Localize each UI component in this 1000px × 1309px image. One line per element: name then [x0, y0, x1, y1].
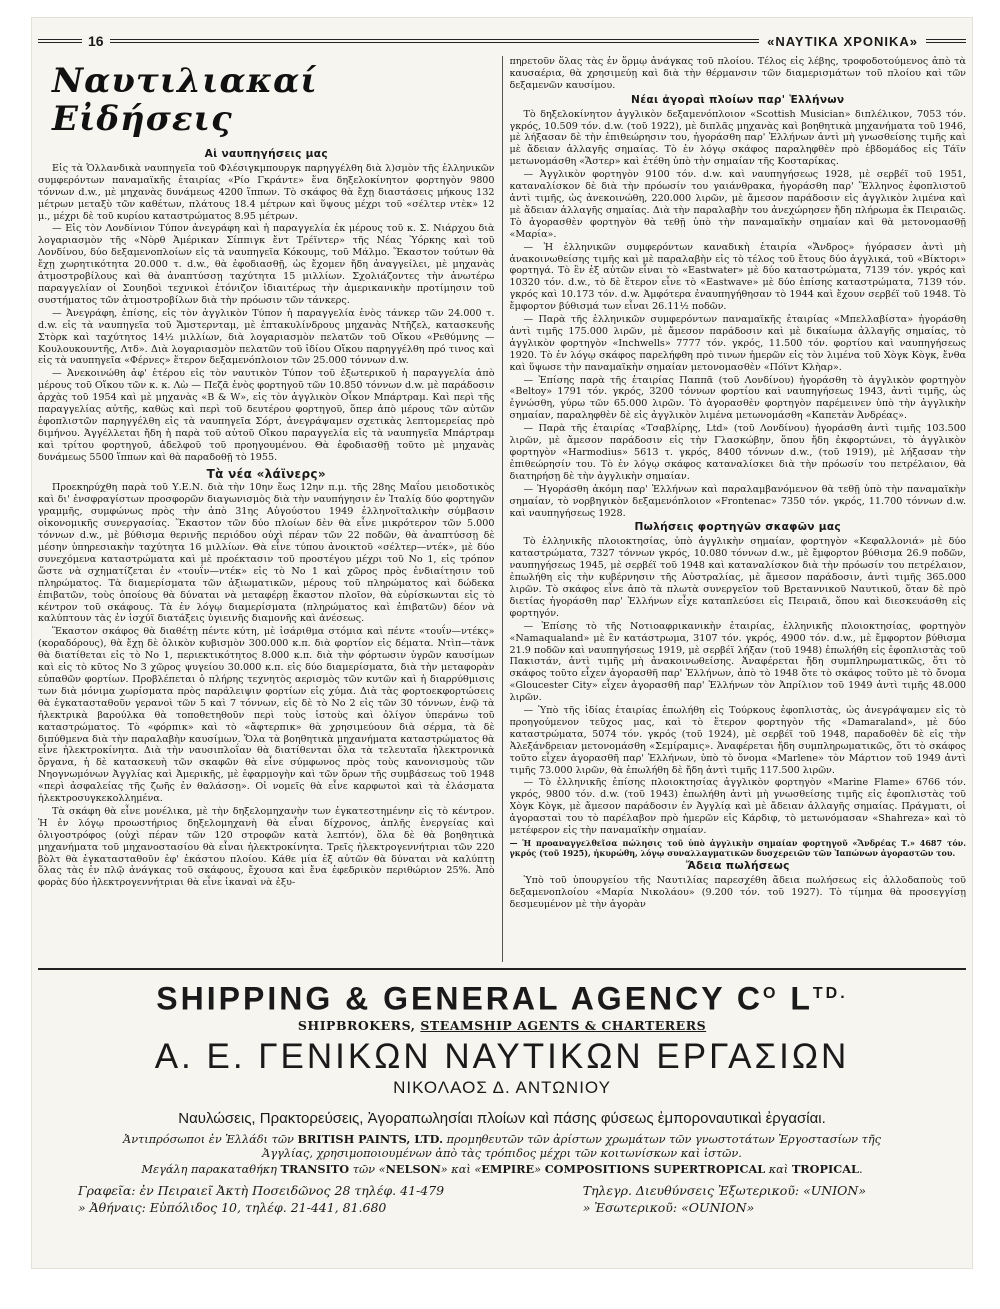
paragraph: Τὰ σκάφη θὰ εἶνε μονέλικα, μὲ τὴν δηξελομηχανὴν των ἐγκατεστημένην εἰς τὸ κέντρον. Ἡ ἐν λόγῳ προωστήριος δηξελομηχανὴ θὰ εἶναι δίχρονος, ἁπλῆς ἐνεργείας καὶ ὀλιγοστρόφος (οὐχὶ πέραν τῶν 120 στροφῶν κατὰ λεπτόν), ὅλα δὲ θὰ βοηθητικὰ μηχανήματα τοῦ μηχανοστασίου θὰ εἶναι ἠλεκτροκίνητα. Τρεῖς ἠλεκτρογεννήτριαι τῶν 220 βὸλτ θὰ ἐγκατασταθοῦν ἐφ' ἑκάστου πλοίου. Κάθε μία ἐξ αὐτῶν θὰ δύναται νὰ καλύπτῃ ὅλας τὰς ἐν πλῷ ἀνάγκας τοῦ σκάφους, ἔχουσα καὶ ἔνα ἐφεδρικὸν περιθώριον 25%. Ἀπὸ φορὰς δύο ἠλεκτρογεννήτριαι θὰ εἶνε ἱκαναὶ νὰ ἐξυ-: [38, 805, 495, 889]
paragraph: Προεκηρύχθη παρὰ τοῦ Υ.Ε.Ν. διὰ τὴν 10ην ἕως 12ην π.μ. τῆς 28ης Μαΐου μειοδοτικὸς καὶ δι' ἐνσφραγίστων προσφορῶν διαγωνισμὸς διὰ τὴν ναυπήγησιν ἐν Ἰταλίᾳ δύο φορτηγῶν γραμμῆς, συμφώνως πρὸς τὴν ἀπὸ 31ης Αὐγούστου 1949 ἑλληνοϊταλικὴν σύμβασιν οἰκονομικῆς συνεργασίας. Ἕκαστον τῶν δύο πλοίων δὲν θὰ εἶνε μικρότερον τῶν 5.000 τόννων d.w., μὲ βύθισμα θερινῆς περιόδου οὐχὶ πέραν τῶν 22 ποδῶν, θὰ ἀναπτύσσῃ δὲ μέσην ὑπηρεσιακὴν ταχύτητα 16 μιλλίων. Θὰ εἶνε τύπου ἀνοικτοῦ «σέλτερ—ντέκ», μὲ δύο συνεχόμενα καταστρώματα καὶ μὲ προέκτασιν τοῦ προστέγου μέχρι τοῦ Νο 1, εἰς τρόπον ὥστε νὰ σχηματίζεται ἐν «τουΐν—ντέκ» εἰς τὸ Νο 1 καὶ χῶρος πρὸς ἐνδιαίτησιν τοῦ πληρώματος. Τὰ διαμερίσματα τῶν ἀξιωματικῶν, μέρους τοῦ πληρώματος καὶ δώδεκα ἐπιβατῶν, τοὺς ὁποίους θὰ δύναται νὰ μεταφέρῃ ἕκαστον πλοῖον, θὰ εὑρίσκωνται εἰς τὸ κέντρον τοῦ σκάφους. Τὰ ἐν λόγῳ διαμερίσματα (πληρώματος καὶ ἐπιβατῶν) δέον νὰ καλύπτουν τὰς ἐν ἰσχύϊ διατάξεις ὑγιεινῆς διαμονῆς καὶ ἀνέσεως.: [38, 482, 495, 625]
header-rule-middle: [110, 39, 760, 43]
paragraph: Εἰς τὰ Ὁλλανδικὰ ναυπηγεῖα τοῦ Φλέσιγκμπουργκ παρηγγέλθη διὰ λ)σμὸν τῆς ἑλληνικῶν συμφερόντων παναμαϊκῆς ἑταιρίας «Ρίο Γκράντε» ἕνα δηξελοκίνητον φορτηγὸν 9800 τόννων d.w., μὲ μηχανὰς δυνάμεως 4200 ἵππων. Τὸ σκάφος θὰ ἔχῃ διαστάσεις μήκους 132 μέτρων μεταξὺ τῶν καθέτων, πλάτους 18.4 μέτρων καὶ ὕψους μέχρι τοῦ «σέλτερ ντὲκ» 12 μ., μέχρι δὲ τοῦ κυρίου καταστρώματος 8.95 μέτρων.: [38, 162, 495, 222]
paragraph: — Ἐπίσης παρὰ τῆς ἑταιρίας Παππᾶ (τοῦ Λονδίνου) ἠγοράσθη τὸ ἀγγλικὸν φορτηγὸν «Beltoy» 1791 τόν. γκρός, 3200 τόννων φορτίου καὶ ναυπηγήσεως 1943, ἀντὶ τιμῆς, ὡς ἐγνώσθη, γύρω τῶν 65.000 λιρῶν. Τὸ ἀγορασθὲν φορτηγὸν παρέμεινεν ὑπὸ τὴν ἀγγλικὴν σημαίαν, παραληφθὲν δὲ εἰς ἀγγλικὸν λιμένα μετωνομάσθη «Καπετὰν Ἀνδρέας».: [509, 374, 966, 422]
paragraph: Τὸ ἑλληνικῆς πλοιοκτησίας, ὑπὸ ἀγγλικὴν σημαίαν, φορτηγὸν «Κεφαλλονιά» μὲ δύο καταστρώματα, 7327 τόννων γκρός, 10.080 τόννων d.w., μὲ ἔμφορτον βύθισμα 26.9 ποδῶν, ναυπηγήσεως 1945, μὲ σερβέϊ τοῦ 1948 καὶ καταναλίσκον διὰ τὴν πρόωσίν του πετρέλαιον, ἐπωλήθη εἰς τὴν κυβέρνησιν τῆς Αὐστραλίας, μὲ ἄμεσον παράδοσιν, ἀντὶ τιμῆς 365.000 λιρῶν. Τὸ σκάφος εἶνε ἀπὸ τὰ πλωτὰ συνεργεῖον τοῦ Βρεταννικοῦ Ναυτικοῦ, ὅταν δὲ πρὸ διετίας ἠγοράσθη παρ' Ἑλλήνων εἶχε καταπλεύσει εἰς Πειραιᾶ, ὅπου καὶ διεσκευάσθη εἰς φορτηγόν.: [509, 536, 966, 619]
ad-contact-block: [38, 1176, 966, 1216]
section-heading-liners: Τὰ νέα «λάϊνερς»: [206, 466, 326, 481]
right-column: [510, 56, 967, 962]
paragraph: — Παρὰ τῆς ἑλληνικῶν συμφερόντων παναμαϊκῆς ἑταιρίας «Μπελλαβίστα» ἠγοράσθη ἀντὶ τιμῆς 175.000 λιρῶν, μὲ ἄμεσον παράδοσιν καὶ μὲ δικαίωμα ἀλλαγῆς σημαίας, τὸ ἀγγλικὸν φορτηγὸν «Inchwells» 7777 τόν. γκρός, 11.500 τόν. φορτίου καὶ ναυπηγήσεως 1920. Τὸ ἐν λόγῳ σκάφος παρελήφθη πρὸ τινων ἡμερῶν εἰς τὸν λιμένα τοῦ Χὸγκ Κὸγκ, ἔνθα καὶ ὕψωσε τὴν παναμαϊκὴν σημαίαν μετονομασθὲν «Πόϊντ Κλὴαρ».: [509, 314, 966, 373]
paragraph: Ἕκαστον σκάφος θὰ διαθέτῃ πέντε κύτη, μὲ ἰσάριθμα στόμια καὶ πέντε «τουΐν—ντέκς» (κοραδόρους), θὰ ἔχῃ δὲ ὁλικὸν κυβισμὸν 300.000 κ.π. διὰ φορτίον εἰς δέματα. Ντὶπ—τὰνκ θὰ διατίθεται εἰς τὸ Νο 1, περιεκτικότητος 8.000 κ.π. διὰ τὴν φόρτωσιν ὑγρῶν καυσίμων καὶ εἰς τὸ κῦτος Νο 3 χῶρος ψυγείου 30.000 κ.π. εἰς δύο διαμερίσματα, διὰ τὴν μεταφορὰν εὐπαθῶν φορτίων. Προβλέπεται ὁ πλήρης τεχνητὸς αερισμὸς τῶν κυτῶν καὶ ἡ διαρρύθμισις των διὰ μόνιμα χωρίσματα πρὸς παράλειψιν φορτίων εἰς χύμα. Διὰ τὰς φορτοεκφορτώσεις θὰ ἐγκατασταθοῦν γερανοὶ τῶν 5 καὶ 7 τόννων, εἰς δὲ τὸ Νο 2 εἰς τῶν 30 τόννων, ἐνῷ τὰ ἠλεκτρικὰ βαρούλκα θὰ τοποθετηθοῦν περὶ τοὺς ἱστοὺς καὶ ὀλίγον ὑπεράνω τοῦ καταστρώματος. Τὸ «φόρπικ» καὶ τὸ «ἄφτερπικ» θὰ χρησιμεύουν διὰ σέρμα, τὰ δὲ διπύθμενα διὰ τὴν παραλαβὴν καυσίμων. Ὅλα τὰ βοηθητικὰ μηχανήματα καταστρώματος θὰ εἶνε ἠλεκτροκίνητα. Διὰ τὴν ναυσιπλοΐαν θὰ διατίθενται ὅλα τὰ τελευταῖα ἠλεκτρονικὰ ὄργανα, ἡ δὲ κατασκευὴ τῶν σκαφῶν θὰ εἶνε σύμφωνος πρὸς τοὺς κανονισμοὺς τῶν Νηογνωμόνων Ἀγγλίας καὶ Ἀμερικῆς, μὲ ἐφαρμογὴν καὶ τῶν ὅρων τῆς συμβάσεως τοῦ 1948 «περὶ ἀσφαλείας τῆς ζωῆς ἐν θαλάσσῃ». Οἱ νομεῖς θὰ εἶνε καρφωτοὶ καὶ τὰ ἐλάσματα ἠλεκτροσυγκεκολλημένα.: [38, 626, 495, 805]
cancellation-note: — Ἡ προαναγγελθεῖσα πώλησις τοῦ ὑπὸ ἀγγλικὴν σημαίαν φορτηγοῦ «Ἄνδρέας Τ.» 4687 τόν. γκρός (τοῦ 1925), ἠκυρώθη, λόγῳ συναλλαγματικῶν δυσχερειῶν τῶν Ἰαπώνων ἀγοραστῶν του.: [509, 838, 966, 858]
paragraph: — Ἐπίσης τὸ τῆς Νοτιοαφρικανικὴν ἑταιρίας, ἑλληνικῆς πλοιοκτησίας, φορτηγὸν «Namaqualand» μὲ ἓν κατάστρωμα, 3107 τόν. γκρός, 4900 τόν. d.w., μὲ ἔμφορτον βύθισμα 21.9 ποδῶν καὶ ναυπηγήσεως 1919, μὲ σερβέϊ λήξαν (τοῦ 1948) ἐπωλήθη εἰς ἐφοπλιστὰς τοῦ Πακιστάν, ἀντὶ τιμῆς μὴ ἀνακοινωθείσης. Ἀναφέρεται ἤδη συμπληρωματικῶς, ὅτι τὸ σκάφος τοῦτο εἶχεν ἀγορασθῆ παρ' Ἑλλήνων, ἀπὸ τὸ 1948 ὅτε τὸ σκάφος τοῦτο μὲ τὸ ὄνομα «Gloucester City» εἶχεν ἀγορασθῆ παρ' Ἑλλήνων τὸν Ἀπρίλιον τοῦ 1949 ἀντὶ τιμῆς 48.000 λιρῶν.: [509, 620, 966, 704]
ad-stock-line: Μεγάλη παρακαταθήκη TRANSITO τῶν «NELSON» καὶ «EMPIRE» COMPOSITIONS SUPERTROPICAL καὶ TROPICAL.: [141, 1161, 863, 1176]
paragraph: — Ἀνεγράφη, ἐπίσης, εἰς τὸν ἀγγλικὸν Τύπον ἡ παραγγελία ἑνὸς τάνκερ τῶν 24.000 τ. d.w. εἰς τὰ ναυπηγεῖα τοῦ Ἄμστερνταμ, μὲ ἑπτακυλίνδρους μηχανὰς Ντῆζελ, κατασκευῆς Στὸρκ καὶ ταχύτητος 14½ μιλλίων, διὰ λογαριασμὸν πελατῶν τοῦ Οἴκου «Ρεθύμνης — Κουλουκουντῆς, Λτδ». Διὰ λογαριασμὸν πελατῶν τοῦ ἰδίου Οἴκου παρηγγέλθη πρό τινος καὶ εἰς τὰ ναυπηγεῖα «Φέρνες» ἕτερον δεξαμενόπλοιον τῶν 25.000 τόννων d.w.: [38, 307, 495, 367]
left-column: [38, 56, 495, 962]
newspaper-page: [32, 18, 972, 1268]
section-masthead: Ναυτιλιακαί Εἰδήσεις: [52, 61, 318, 139]
paragraph: — Ἀνεκοινώθη ἀφ' ἑτέρου εἰς τὸν ναυτικὸν Τύπον τοῦ ἐξωτερικοῦ ἡ παραγγελία ἀπὸ μέρους τοῦ Οἴκου τῶν κ. κ. Λὼ — Πεζᾶ ἑνὸς φορτηγοῦ τῶν 10.850 τόννων d.w. μὲ παράδοσιν ἀρχὰς τοῦ 1954 καὶ μὲ μηχανὰς «B & W», εἰς τὸν ἀγγλικὸν Οἶκον Μπάρτραμ. Καὶ περὶ τῆς παραγγελίας αὐτῆς, καθὼς καὶ περὶ τοῦ δευτέρου φορτηγοῦ, ὅπερ ἀπὸ μέρους τῶν αὐτῶν ἐφοπλιστῶν παρηγγέλθη εἰς τὰ ναυπηγεῖα Σόρτ, ἀνεγράψαμεν σχετικὰς λεπτομερείας πρὸ διμήνου. Ἀγγέλλεται ἤδη ἡ παρὰ τοῦ αὐτοῦ Οἴκου παραγγελία εἰς τὰ ναυπηγεῖα Μπάρτραμ καὶ τρίτου φορτηγοῦ, ἀδελφοῦ τοῦ προηγουμένου. Θὰ ἐφοδιασθῇ τοῦτο μὲ μηχανὰς δυνάμεως 5500 ἵππων καὶ θὰ παραδοθῇ τὸ 1955.: [38, 368, 495, 463]
ad-company-name-gr: Α. Ε. ΓΕΝΙΚΩΝ ΝΑΥΤΙΚΩΝ ΕΡΓΑΣΙΩΝ: [154, 1036, 850, 1076]
section-heading-sales: Πωλήσεις φορτηγῶν σκαφῶν μας: [634, 521, 842, 534]
advertisement: [38, 968, 966, 1250]
column-divider: [502, 56, 503, 962]
telegraph-foreign: Τηλεγρ. Διευθύνσεις Ἐξωτερικοῦ: «UNION»: [582, 1182, 866, 1198]
page-number: 16: [88, 33, 104, 49]
publication-title: «ΝΑΥΤΙΚΑ ΧΡΟΝΙΚΑ»: [767, 33, 918, 49]
ad-paints-representation: Ἀντιπρόσωποι ἐν Ἑλλάδι τῶν BRITISH PAINTS, LTD. προμηθευτῶν τῶν ἀρίστων χρωμάτων τῶν γνωστοτάτων Ἐργοστασίων τῆς Ἀγγλίας, χρησιμοποιουμένων ἀπὸ τὰς τρόπιδος μέχρι τῶν κοιτωνίσκων καὶ ἱστῶν.: [123, 1131, 881, 1160]
paragraph: Τὸ δηξελοκίνητον ἀγγλικὸν δεξαμενόπλοιον «Scottish Musician» διπλέλικον, 7053 τόν. γκρός, 10.509 τόν. d.w. (τοῦ 1922), μὲ διπλᾶς μηχανὰς καὶ βοηθητικὰ μηχανήματα τοῦ 1946, μὲ λήξασαν δὲ τὴν ἐπιθεώρησιν του, ἠγοράσθη παρ' Ἑλλήνων ἀντὶ μὴ γνωσθείσης τιμῆς καὶ μὲ ἄδειαν ἀλλαγῆς σημαίας. Τὸ ἐν λόγῳ σκάφος παραληφθὲν πρὸ ἑβδομάδος εἰς Τάϊν μετωνομάσθη «Ἄστερ» καὶ ἐτέθη ὑπὸ τὴν σημαίαν τῆς Κοσταρίκας.: [509, 108, 966, 168]
article-columns: [38, 56, 966, 962]
ad-telegraph: [583, 1182, 866, 1216]
header-rule-left: [38, 39, 82, 43]
office-athens: » Ἀθήναις: Εὐπόλιδος 10, τηλέφ. 21-441, 81.680: [78, 1199, 387, 1215]
header-rule-right: [926, 39, 966, 43]
ad-offices: [78, 1182, 444, 1216]
ad-services-gr: Ναυλώσεις, Πρακτορεύσεις, Ἀγοραπωλησίαι πλοίων καὶ πάσης φύσεως ἐμποροναυτικαὶ ἐργασίαι.: [178, 1109, 826, 1127]
paragraph: — Εἰς τὸν Λονδίνιον Τύπον ἀνεγράφη καὶ ἡ παραγγελία ἐκ μέρους τοῦ κ. Σ. Νιάρχου διὰ λογαριασμὸν τῆς «Νὸρθ Ἀμέρικαν Σίππιγκ ἔντ Τρέϊντερ» τῆς Νέας Ὑόρκης καὶ τοῦ Λονδίνου, δύο δεξαμενοπλοίων εἰς τὰ ναυπηγεῖα Κόκουμς, τοῦ Μάλμο. Ἕκαστον τούτων θὰ ἔχῃ χωρητικότητα 20.000 τ. d.w., θὰ ἐφοδιασθῇ, ὡς ἔχομεν ἤδη ἀναγγείλει, μὲ μηχανὰς ἀτμοστροβίλους καὶ θὰ ἀναπτύσσῃ ταχύτητα 15 μιλλίων. Σχολιάζοντες τὴν ἀνωτέρω παραγγελίαν οἱ Σουηδοὶ τεχνικοὶ ἐτόνιζον ἰδιαιτέρως τὴν ἀμερικανικὴν προτίμησιν τοῦ συστήματος τῶν ἀτμοστροβίλων διὰ τὴν πρόωσιν τῶν τάνκερς.: [38, 223, 495, 306]
paragraph-continuation: πηρετοῦν ὅλας τὰς ἐν ὅρμῳ ἀνάγκας τοῦ πλοίου. Τέλος εἰς λέβης, τροφοδοτούμενος ἀπὸ τὰ καυσαέρια, θὰ χρησιμεύῃ καὶ διὰ τὴν θέρμανσιν τῶν διαμερισμάτων τοῦ πλοίου καὶ τῶν δεξαμενῶν καυσίμου.: [509, 56, 966, 91]
paragraph: — Ἡ ἑλληνικῶν συμφερόντων καναδικὴ ἑταιρία «Ἄνδρος» ἠγόρασεν ἀντὶ μὴ ἀνακοινωθείσης τιμῆς καὶ μὲ παραλαβὴν εἰς τὸ τέλος τοῦ ἔτους δύο ἀγγλικά, τοῦ «Βίκτορι» φορτηγά. Τὸ ἓν ἐξ αὐτῶν εἶναι τὸ «Eastwater» μὲ δύο καταστρώματα, 7139 τόν. γκρός καὶ 10320 τόν. d.w., τὸ δὲ ἕτερον εἶνε τὸ «Eastwave» μὲ δύο ἐπίσης καταστρώματα, 7139 τόν. γκρός καὶ 10.173 τόν. d.w. Ἀμφότερα ἐναυπηγήθησαν τὸ 1944 καὶ ἔχουν σερβέϊ τοῦ 1948. Τὸ ἔμφορτον βύθισμά των εἶναι 26.11½ ποδῶν.: [509, 241, 966, 313]
running-header: [38, 30, 966, 52]
paragraph: — Ἠγοράσθη ἀκόμη παρ' Ἑλλήνων καὶ παραλαμβανόμενον θὰ τεθῇ ὑπὸ τὴν παναμαϊκὴν σημαίαν, τὸ νορβηγικὸν δεξαμενόπλοιον «Frontenac» 7350 τόν. γκρός, 11.700 τόννων d.w. καὶ ναυπηγήσεως 1928.: [509, 483, 966, 519]
paragraph: — Ἀγγλικὸν φορτηγὸν 9100 τόν. d.w. καὶ ναυπηγήσεως 1928, μὲ σερβέϊ τοῦ 1951, καταναλίσκον δὲ διὰ τὴν πρόωσίν του γαιάνθρακα, ἠγοράσθη παρ' Ἕλληνος ἐφοπλιστοῦ ἀντὶ τιμῆς, ὡς ἀνεκοινώθη, 220.000 λιρῶν, μὲ ἄμεσον παράδοσιν εἰς ἀγγλικὸν λιμένα καὶ μὲ ἄδειαν ἀλλαγῆς σημαίας. Διὰ τὴν παραλαβὴν του ἀνεχώρησεν ἤδη πλήρωμα ἐκ Πειραιῶς. Τὸ ἀγορασθὲν φορτηγὸν θὰ τεθῇ ὑπὸ τὴν παναμαϊκὴν σημαίαν καὶ θὰ μετονομασθῇ «Μαρία».: [509, 169, 966, 240]
office-piraeus: Γραφεῖα: ἐν Πειραιεῖ Ἀκτὴ Ποσειδῶνος 28 τηλέφ. 41-479: [78, 1182, 445, 1198]
section-heading-purchases: Νέαι ἀγοραὶ πλοίων παρ' Ἑλλήνων: [631, 93, 845, 106]
ad-owner-name: ΝΙΚΟΛΑΟΣ Δ. ΑΝΤΩΝΙΟΥ: [393, 1077, 611, 1097]
ad-services-en: SHIPBROKERS, STEAMSHIP AGENTS & CHARTERERS: [297, 1017, 707, 1033]
paragraph: — Τὸ ἑλληνικῆς ἐπίσης πλοιοκτησίας ἀγγλικὸν φορτηγὸν «Marine Flame» 6766 τόν. γκρός, 9800 τόν. d.w. (τοῦ 1943) ἐπωλήθη ἀντὶ μὴ γνωσθείσης τιμῆς εἰς ἐφοπλιστὰς τοῦ Χὸγκ Κὸγκ, μὲ ἄμεσον παράδοσιν ἐν Ἀγγλίᾳ καὶ μὲ ἄδειαν ἀλλαγῆς σημαίας. Πράγματι, οἱ ἀγορασταὶ του τὸ παρέλαβον πρὸ ἡμερῶν εἰς Κάρδιφ, τὸ μετωνόμασαν «Shahreza» καὶ τὸ μετέφερον εἰς τὴν παναμαϊκὴν σημαίαν.: [509, 777, 966, 837]
telegraph-domestic: » Ἐσωτερικοῦ: «ΟUNION»: [582, 1199, 755, 1215]
ad-company-name-en: SHIPPING & GENERAL AGENCY $C^O$ $L^{TD.}$: [156, 980, 848, 1017]
paragraph: — Παρὰ τῆς ἑταιρίας «Τσαβλίρης, Ltd» (τοῦ Λονδίνου) ἠγοράσθη ἀντὶ τιμῆς 103.500 λιρῶν, μὲ ἄμεσον παράδοσιν εἰς τὴν Γλασκώβην, ὅπου ἤδη ἐκφορτώνει, τὸ ἀγγλικὸν φορτηγὸν «Harmodius» 5613 τ. γκρός, 8400 τόννων d.w., (τοῦ 1919), μὲ λήξασαν τὴν ἐπιθεώρησίν του. Τὸ ἐν λόγῳ σκάφος καταναλίσκει διὰ τὴν πρόωσίν του πετρέλαιον, θὰ διατηρήσῃ δὲ τὴν ἀγγλικὴν σημαίαν.: [509, 423, 966, 482]
section-heading-sale-permit: Ἄδεια πωλήσεως: [685, 860, 790, 873]
section-heading-shipbuilding: Αἱ ναυπηγήσεις μας: [204, 148, 328, 160]
paragraph: Ὑπὸ τοῦ ὑπουργείου τῆς Ναυτιλίας παρεσχέθη ἄδεια πωλήσεως εἰς ἀλλοδαποὺς τοῦ δεξαμενοπλοίου «Μαρία Νικολάου» (9.200 τόν. τοῦ 1927). Τὸ τίμημα θὰ προσεγγίσῃ δεσμευμένον μὲ τὴν ἀγορὰν: [509, 875, 966, 910]
paragraph: — Ὑπὸ τῆς ἰδίας ἑταιρίας ἐπωλήθη εἰς Τούρκους ἐφοπλιστὰς, ὡς ἀνεγράψαμεν εἰς τὸ προηγούμενον τεῦχος μας, καὶ τὸ ἕτερον φορτηγὸν τῆς «Damaraland», μὲ δύο καταστρώματα, 5074 τόν. γκρός (τοῦ 1924), μὲ σερβέϊ τοῦ 1948, παραδοθὲν δὲ εἰς τὴν Ἀλεξάνδρειαν μετονομάσθη «Σεμίραμις». Ἀναφέρεται ἤδη συμπληρωματικῶς, ὅτι τὸ σκάφος τοῦτο εἶχεν ἀγορασθῆ παρ' Ἑλλήνων, ὑπὸ τὸ ὄνομα «Marlene» τὸν Μάρτιον τοῦ 1949 ἀντὶ τιμῆς 73.000 λιρῶν, θὰ ἐπωλήθη δὲ ἤδη ἀντὶ τιμῆς 117.500 λιρῶν.: [509, 705, 966, 776]
